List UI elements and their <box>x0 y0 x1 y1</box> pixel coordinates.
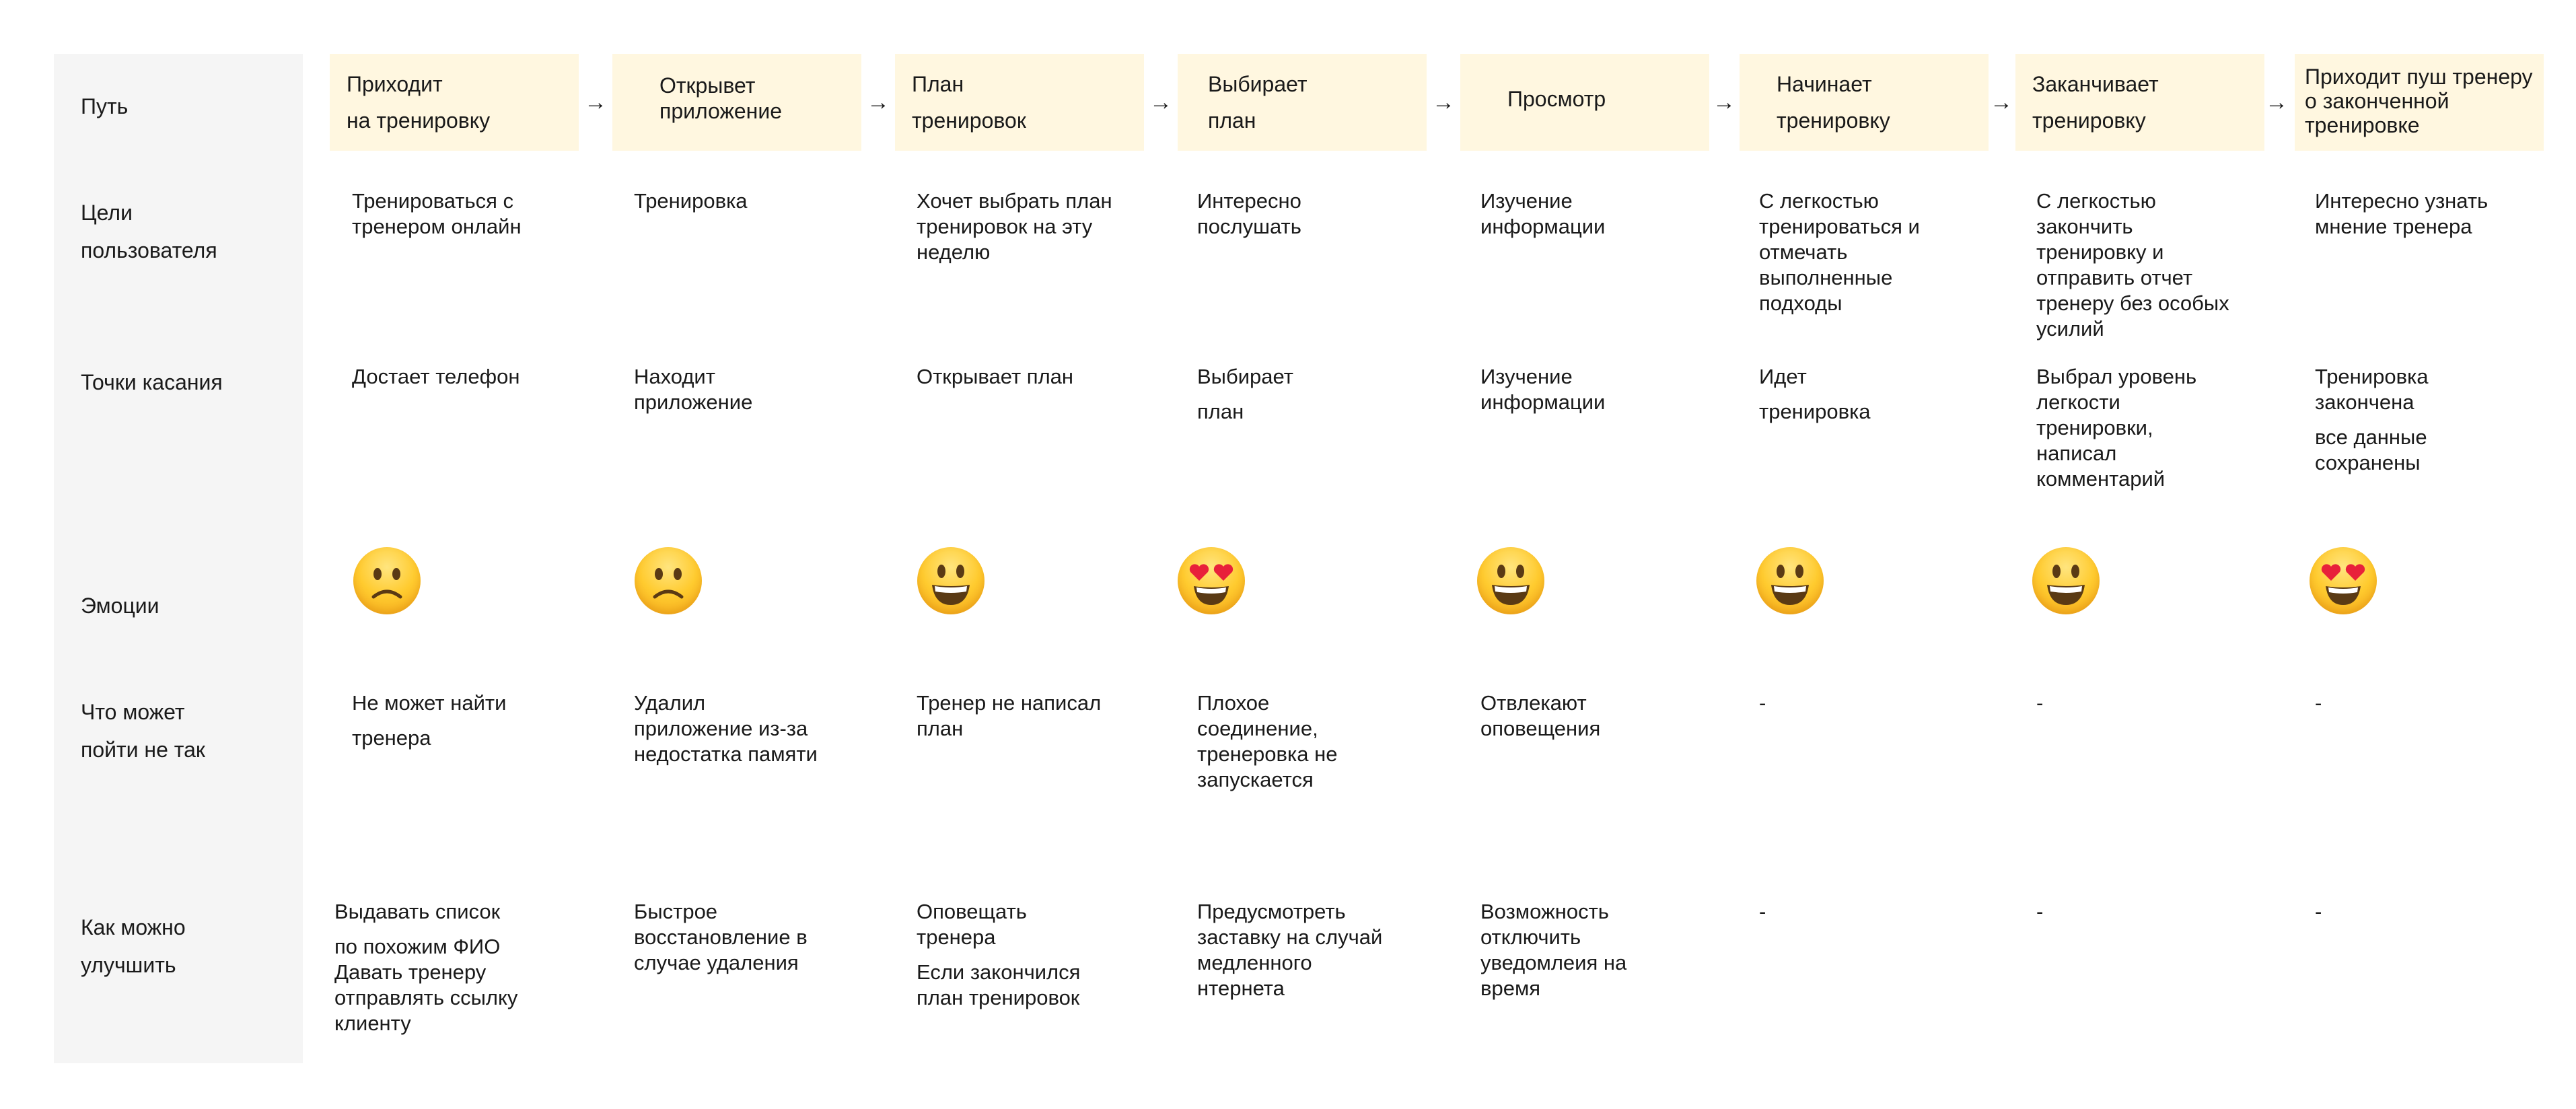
row-label-emotions: Эмоции <box>81 594 159 618</box>
touchpoint-cell-text: план <box>1197 400 1244 423</box>
touchpoint-cell-text: Идет <box>1759 365 1807 388</box>
row-label-path: Путь <box>81 94 129 118</box>
goal-cell: Хочет выбрать план тренировок на эту неделю <box>917 189 1112 264</box>
touchpoint-cell-text: Изучение информации <box>1480 365 1606 414</box>
arrow-right-icon: → <box>1990 90 2013 115</box>
improvement-cell <box>1759 899 2008 925</box>
stage-5: Просмотр <box>1460 54 1709 151</box>
goal-cell: С легкостью тренироваться и отмечать выполненные подходы <box>1759 189 1920 315</box>
goal-cell: С легкостью закончить тренировку и отправить отчет тренеру без особых усилий <box>2036 189 2229 341</box>
heart-eyes-face-icon <box>1178 547 1245 614</box>
problem-cell-text: - <box>1759 691 1766 715</box>
problem-cell <box>1759 690 2008 716</box>
stage-6: Начинает тренировку <box>1740 54 1989 151</box>
problem-cell-text: Удалил приложение из-за недостатка памяти <box>634 691 818 766</box>
touchpoint-cell <box>1759 364 2008 425</box>
arrow-right-icon: → <box>1713 90 1736 115</box>
problem-cell <box>1480 690 1729 742</box>
touchpoint-cell <box>917 364 1166 390</box>
problem-cell <box>2315 690 2564 716</box>
problem-cell-text: Не может найти <box>352 691 507 715</box>
problem-cell-text: Тренер не написал план <box>917 691 1102 740</box>
problem-cell <box>634 690 883 767</box>
problem-cell <box>2036 690 2285 716</box>
touchpoint-cell <box>2036 364 2285 492</box>
problem-cell <box>917 690 1166 742</box>
problem-cell-text: - <box>2036 691 2044 715</box>
grinning-face-icon <box>1756 547 1824 614</box>
problem-cell-text: тренера <box>352 726 431 750</box>
touchpoint-cell-text: Находит приложение <box>634 365 753 414</box>
row-label-goals: Цели пользователя <box>81 201 217 262</box>
improvement-cell <box>2315 899 2564 925</box>
goal-cell: Изучение информации <box>1480 189 1606 238</box>
stage-1: Приходит на тренировку <box>330 54 579 151</box>
improvement-cell <box>917 899 1166 1011</box>
improvement-cell <box>634 899 883 976</box>
row-label-problems: Что может пойти не так <box>81 700 205 762</box>
stage-4: Выбирает план <box>1178 54 1427 151</box>
touchpoint-cell-text: все данные сохранены <box>2315 425 2427 474</box>
problem-cell-text: - <box>2315 691 2322 715</box>
problem-cell-text: Отвлекают оповещения <box>1480 691 1601 740</box>
sad-face-icon <box>353 547 421 614</box>
grinning-face-icon <box>917 547 985 614</box>
improvement-cell-text: Предусмотреть заставку на случай медленного нтернета <box>1197 900 1383 1000</box>
stage-7: Заканчивает тренировку <box>2015 54 2264 151</box>
stage-8: Приходит пуш тренеру о законченной тренировке <box>2295 54 2544 151</box>
touchpoint-cell-text: Достает телефон <box>352 365 520 388</box>
stage-3: План тренировок <box>895 54 1144 151</box>
arrow-right-icon: → <box>1432 90 1455 115</box>
improvement-cell <box>1197 899 1446 1001</box>
sad-face-icon <box>635 547 702 614</box>
improvement-cell <box>334 899 583 1036</box>
improvement-cell-text: Возможность отключить уведомлеия на время <box>1480 900 1627 1000</box>
row-label-improve: Как можно улучшить <box>81 915 186 977</box>
arrow-right-icon: → <box>867 90 890 115</box>
arrow-right-icon: → <box>584 90 607 115</box>
problem-cell-text: Плохое соединение, тренеровка не запускается <box>1197 691 1338 791</box>
arrow-right-icon: → <box>2265 90 2288 115</box>
grinning-face-icon <box>1477 547 1544 614</box>
improvement-cell-text: - <box>2315 900 2322 923</box>
improvement-cell-text: Если закончился план тренировок <box>917 960 1081 1009</box>
problem-cell <box>1197 690 1446 793</box>
touchpoint-cell <box>1480 364 1729 415</box>
touchpoint-cell <box>1197 364 1446 425</box>
improvement-cell <box>2036 899 2285 925</box>
goal-cell: Интересно послушать <box>1197 189 1301 238</box>
improvement-cell-text: - <box>1759 900 1766 923</box>
goal-cell: Интересно узнать мнение тренера <box>2315 189 2489 238</box>
improvement-cell-text: - <box>2036 900 2044 923</box>
improvement-cell-text: Быстрое восстановление в случае удаления <box>634 900 808 974</box>
goal-cell: Тренировка <box>634 189 748 213</box>
arrow-right-icon: → <box>1149 90 1172 115</box>
heart-eyes-face-icon <box>2310 547 2377 614</box>
improvement-cell-text: по похожим ФИО Давать тренеру отправлять ссылку клиенту <box>334 935 518 1035</box>
improvement-cell-text: Выдавать список <box>334 900 501 923</box>
problem-cell <box>352 690 601 751</box>
stage-2: Открывет приложение <box>612 54 861 151</box>
improvement-cell <box>1480 899 1729 1001</box>
goal-cell: Тренироваться с тренером онлайн <box>352 189 522 238</box>
touchpoint-cell-text: тренировка <box>1759 400 1871 423</box>
row-label-touchpoints: Точки касания <box>81 370 223 394</box>
touchpoint-cell <box>352 364 601 390</box>
touchpoint-cell-text: Тренировка закончена <box>2315 365 2429 414</box>
touchpoint-cell <box>2315 364 2564 476</box>
touchpoint-cell-text: Выбирает <box>1197 365 1293 388</box>
improvement-cell-text: Оповещать тренера <box>917 900 1027 949</box>
touchpoint-cell-text: Выбрал уровень легкости тренировки, написал комментарий <box>2036 365 2197 491</box>
touchpoint-cell-text: Открывает план <box>917 365 1074 388</box>
grinning-face-icon <box>2032 547 2100 614</box>
touchpoint-cell <box>634 364 883 415</box>
